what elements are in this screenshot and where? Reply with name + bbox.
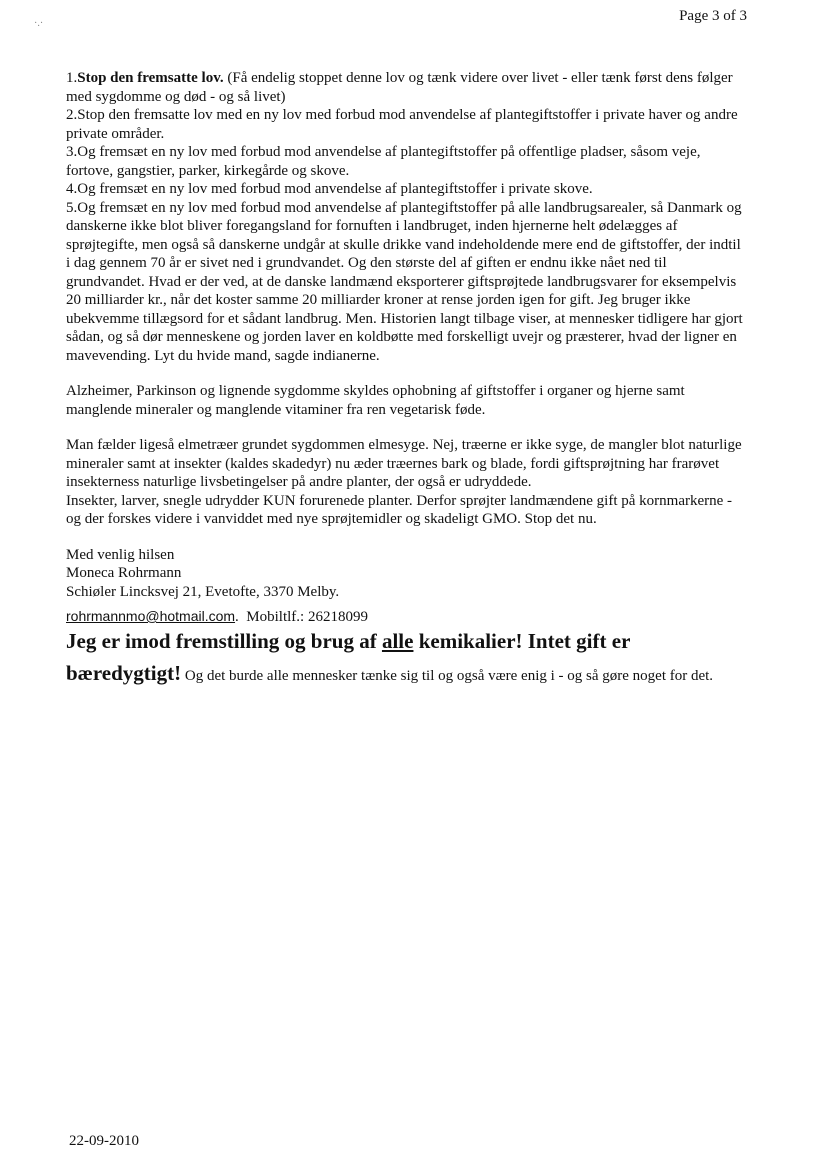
list-item <box>66 143 746 180</box>
list-item <box>66 69 746 106</box>
scan-speck: ·.· <box>34 18 44 29</box>
statement-bold-2: kemikalier! Intet gift er bæredygtigt! <box>66 628 631 685</box>
item-number: 1. <box>66 70 78 86</box>
email-suffix: . <box>235 609 239 625</box>
list-item <box>66 106 746 143</box>
item-text: (Få endelig stoppet denne lov og tænk videre over livet - eller tænk først dens følger med sygdomme og død - og så livet) <box>66 70 733 105</box>
signer-address: Schiøler Lincksvej 21, Evetofte, 3370 Melby. <box>66 583 340 600</box>
item-number: 5. <box>66 199 78 216</box>
item-number: 3. <box>66 144 78 160</box>
item-text: Og fremsæt en ny lov med forbud mod anvendelse af plantegiftstoffer på alle landbrugsarealer, så Danmark og danskerne ikke blot bliver foregangsland for fornuften i landbruget, inden hjernerne helt ødelægges af sprøjtegifte, men også så danskerne undgår at skulle drikke vand indeholdende mere end de giftstoffer, der indtil i dag gennem 70 år er sivet ned i grundvandet. Og den største del af giften er endnu ikke nået ned til grundvandet. Hvad er der ved, at de danske landmænd eksporterer giftsprøjtede landbrugsvarer for eksempelvis 20 milliarder kr., når det koster samme 20 milliarder kroner at rense jorden igen for gift. Jeg bruger ikke ubekvemme tillægsord for et sådant landbrug. Men. Historien langt tilbage viser, at mennesker tidligere har gjort sådan, og så dør menneskene og jorden laver en koldbøtte med forskelligt uvejr og præsterer, hvad der ligner en mavevending. Lyt du hvide mand, sagde indianerne. <box>66 199 743 364</box>
paragraph-insects: Insekter, larver, snegle udrydder KUN forurenede planter. Derfor sprøjter landmændene gift på kornmarkerne - og der forskes videre i vanviddet med nye sprøjtemidler og skadeligt GMO. Stop det nu. <box>66 492 733 527</box>
contact-line <box>66 607 746 627</box>
item-text: Stop den fremsatte lov med en ny lov med forbud mod anvendelse af plantegiftstoffer i private haver og andre private områder. <box>66 107 738 142</box>
greeting: Med venlig hilsen <box>66 546 175 563</box>
item-text: Og fremsæt en ny lov med forbud mod anvendelse af plantegiftstoffer i private skove. <box>77 181 593 197</box>
numbered-list <box>66 69 746 365</box>
closing-statement <box>66 627 746 691</box>
list-item <box>66 199 746 366</box>
document-date: 22-09-2010 <box>69 1133 139 1149</box>
paragraph-alzheimer: Alzheimer, Parkinson og lignende sygdomme skyldes ophobning af giftstoffer i organer og hjerne samt manglende mineraler og manglende vitaminer fra ren vegetarisk føde. <box>66 383 685 418</box>
item-number: 2. <box>66 107 78 123</box>
item-number: 4. <box>66 181 78 197</box>
paragraph-elm: Man fælder ligeså elmetræer grundet sygdommen elmesyge. Nej, træerne er ikke syge, de mangler blot naturlige mineraler samt at insekter (kaldes skadedyr) nu æder træernes bark og blade, fordi giftsprøjtning har frarøvet insekterness naturlige livsbetingelser på andre planter, der også er udryddede. <box>66 437 742 490</box>
item-text: Og fremsæt en ny lov med forbud mod anvendelse af plantegiftstoffer på offentlige pladser, såsom veje, fortove, gangstier, parker, kirkegårde og skove. <box>66 144 701 179</box>
list-item <box>66 180 746 199</box>
statement-bold-1: Jeg er imod fremstilling og brug af <box>66 628 382 653</box>
email-link[interactable]: rohrmannmo@hotmail.com <box>66 608 236 624</box>
phone-number: 26218099 <box>307 609 368 625</box>
page-number: Page 3 of 3 <box>679 8 747 24</box>
statement-bold-underlined: alle <box>381 628 414 653</box>
signature-block <box>66 546 746 627</box>
statement-normal: Og det burde alle mennesker tænke sig til og også være enig i - og så gøre noget for det. <box>181 667 714 684</box>
letter-body <box>66 69 746 691</box>
signer-name: Moneca Rohrmann <box>66 565 182 581</box>
phone-label: Mobiltlf.: <box>246 609 305 625</box>
item-bold-text: Stop den fremsatte lov. <box>77 70 224 86</box>
